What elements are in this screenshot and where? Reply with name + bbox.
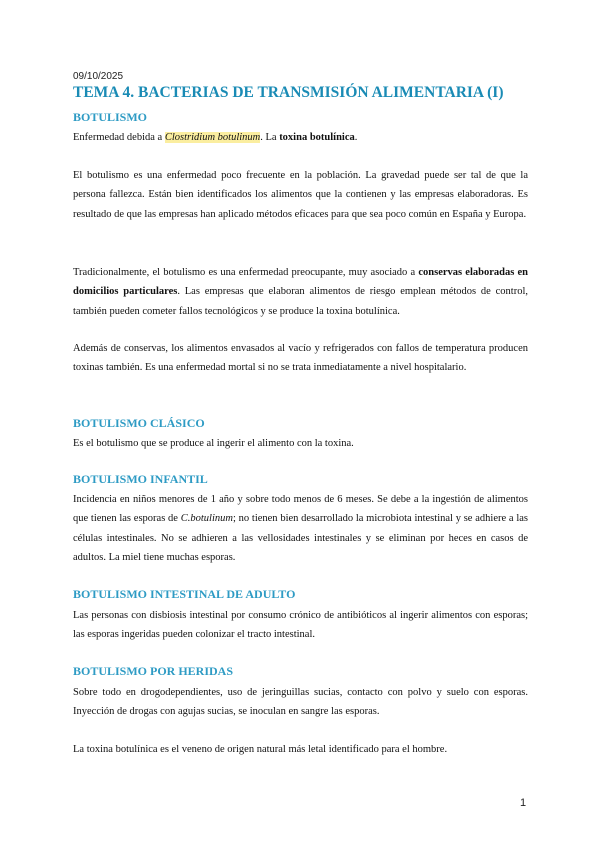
botulismo-paragraph-3: Además de conservas, los alimentos envasados al vacío y refrigerados con fallos de temperatura producen toxinas también. Es una enfermedad mortal si no se trata inmediatamente a nivel hospitalario. <box>73 343 528 374</box>
section-heading-infantil: BOTULISMO INFANTIL <box>73 472 208 486</box>
botulismo-intro <box>73 128 528 147</box>
clasico-paragraph: Es el botulismo que se produce al ingerir el alimento con la toxina. <box>73 438 354 449</box>
intro-text-3: . <box>354 132 358 143</box>
infantil-organism: C.botulinum <box>180 513 233 525</box>
section-heading-intestinal: BOTULISMO INTESTINAL DE ADULTO <box>73 587 296 601</box>
toxin-term: toxina botulínica <box>279 132 355 143</box>
page-date: 09/10/2025 <box>73 71 124 82</box>
infantil-text-1: Incidencia en niños menores de 1 año y sobre todo menos de 6 meses. Se debe a la ingestión de alimentos que tienen las esporas de <box>73 494 528 525</box>
closing-paragraph: La toxina botulínica es el veneno de origen natural más letal identificado para el hombre. <box>73 744 448 755</box>
infantil-text-2: ; no tienen bien desarrollado la microbiota intestinal y se adhiere a las células intestinales. No se adhieren a las vellosidades intestinales y se eliminan por heces en casos de adultos. La miel tiene muchas esporas. <box>73 513 528 563</box>
organism-highlight: Clostridium botulinum <box>164 132 261 143</box>
intro-text-1: Enfermedad debida a <box>73 132 165 143</box>
page-number: 1 <box>520 797 527 809</box>
heridas-paragraph: Sobre todo en drogodependientes, uso de jeringuillas sucias, contacto con polvo y suelo con esporas. Inyección de drogas con agujas sucias, se inoculan en sangre las esporas. <box>73 687 528 718</box>
p2-text-1: Tradicionalmente, el botulismo es una enfermedad preocupante, muy asociado a <box>73 267 419 278</box>
section-heading-clasico: BOTULISMO CLÁSICO <box>73 416 205 430</box>
intestinal-paragraph: Las personas con disbiosis intestinal por consumo crónico de antibióticos al ingerir alimentos con esporas; las esporas ingeridas pueden colonizar el tracto intestinal. <box>73 610 528 641</box>
section-heading-botulismo: BOTULISMO <box>73 110 148 124</box>
p2-bold-term: conservas elaboradas en domicilios particulares <box>73 267 529 298</box>
document-title: TEMA 4. BACTERIAS DE TRANSMISIÓN ALIMENTARIA (I) <box>73 84 504 101</box>
botulismo-paragraph-1: El botulismo es una enfermedad poco frecuente en la población. La gravedad puede ser tal de que la persona fallezca. Están bien identificados los alimentos que la contienen y las empresas elaboradoras. Es resultado de que las empresas han aplicado métodos eficaces para que sea poco común en España y Europa. <box>73 170 528 220</box>
botulismo-paragraph-2 <box>73 263 528 321</box>
intro-text-2: . La <box>260 132 280 143</box>
section-heading-heridas: BOTULISMO POR HERIDAS <box>73 664 234 678</box>
infantil-paragraph <box>73 490 528 567</box>
p2-text-2: . Las empresas que elaboran alimentos de riesgo emplean métodos de control, también pueden cometer fallos tecnológicos y se produce la toxina botulínica. <box>73 286 528 317</box>
